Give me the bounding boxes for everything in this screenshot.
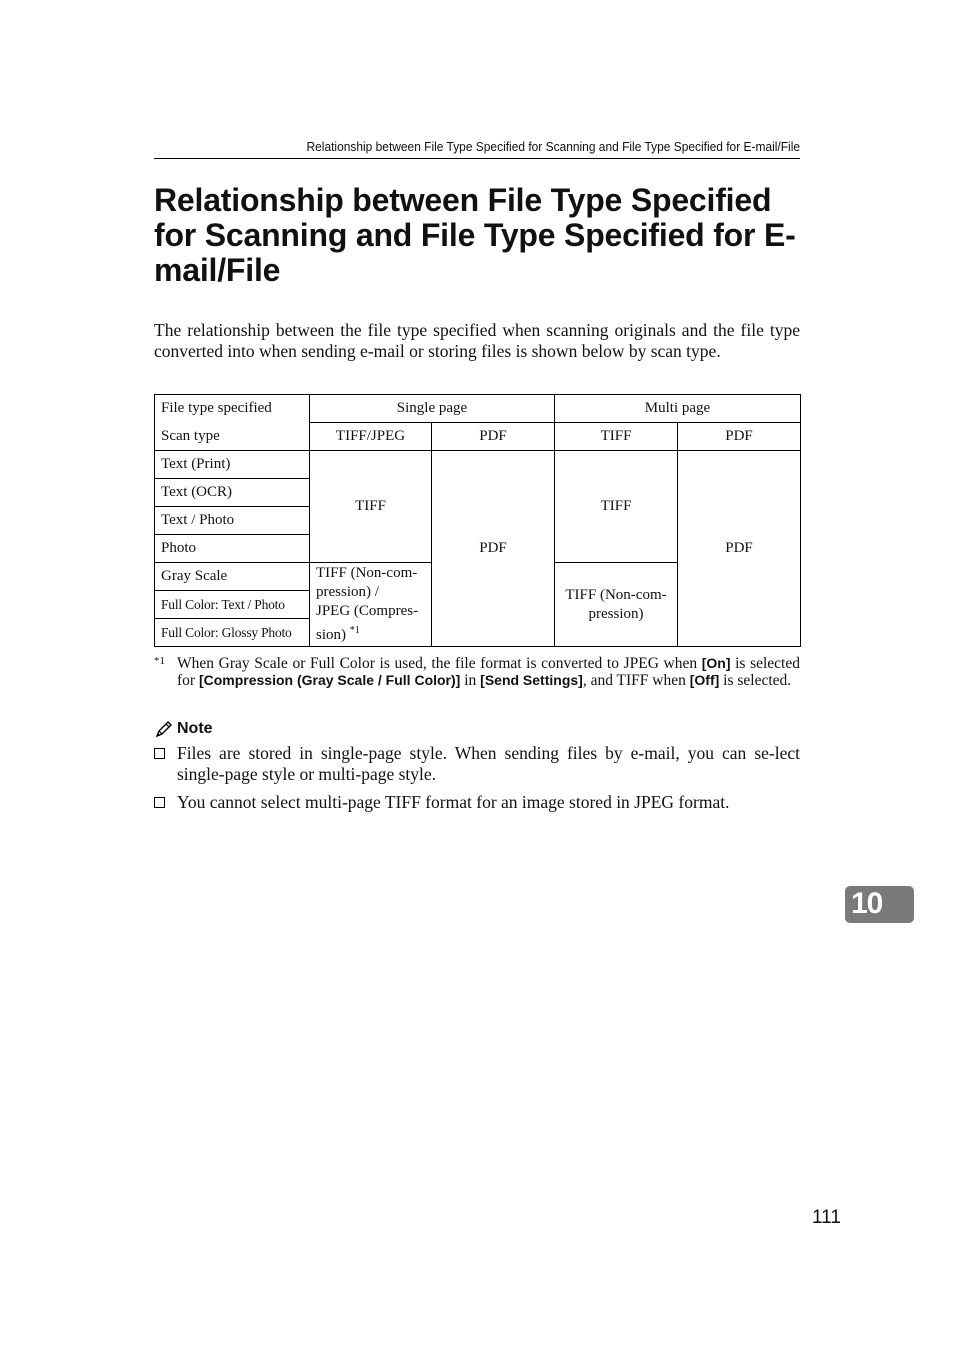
subheader-single-pdf: PDF (432, 423, 555, 451)
single-pdf-cell: PDF (432, 451, 555, 647)
footnote-mark: *1 (154, 655, 165, 667)
scan-type-cell: Full Color: Glossy Photo (155, 619, 310, 647)
footnote-reference: *1 (349, 625, 360, 636)
single-tiff-jpeg-text-cell: TIFF (310, 451, 432, 563)
note-item (154, 792, 800, 813)
note-heading (154, 719, 213, 739)
header-scan-type: Scan type (155, 423, 310, 451)
header-rule (154, 158, 800, 159)
gray-cell-line: pression) / (316, 584, 379, 600)
table-row (155, 395, 801, 423)
key-off: [Off] (689, 672, 720, 688)
scan-type-cell: Gray Scale (155, 563, 310, 591)
header-multi-page: Multi page (555, 395, 801, 423)
header-single-page: Single page (310, 395, 555, 423)
footnote-text: is selected. (719, 672, 792, 689)
footnote-text: , and TIFF when (582, 672, 690, 689)
table-row (155, 423, 801, 451)
subheader-multi-pdf: PDF (678, 423, 801, 451)
checkbox-icon (154, 797, 165, 808)
gray-cell-line: TIFF (Non-com- (565, 586, 667, 603)
note-item-text: You cannot select multi-page TIFF format for an image stored in JPEG format. (177, 792, 730, 812)
file-type-table (154, 394, 801, 647)
chapter-number: 10 (851, 887, 883, 920)
table-row (155, 451, 801, 479)
scan-type-cell: Full Color: Text / Photo (155, 591, 310, 619)
intro-paragraph: The relationship between the file type specified when scanning originals and the file type converted into when sending e-mail or storing files is shown below by scan type. (154, 320, 800, 361)
page-number: 111 (812, 1207, 841, 1228)
scan-type-cell: Text (Print) (155, 451, 310, 479)
gray-cell-line: sion) (316, 627, 346, 643)
checkbox-icon (154, 748, 165, 759)
running-header: Relationship between File Type Specified for Scanning and File Type Specified for E-mail/File (306, 139, 800, 154)
footnote-text: When Gray Scale or Full Color is used, the file format is converted to JPEG when (177, 655, 702, 672)
gray-cell-line: pression) (588, 605, 644, 622)
note-label: Note (177, 720, 213, 737)
chapter-tab (845, 886, 914, 923)
gray-cell-line: JPEG (Compres- (316, 603, 419, 619)
footnote-body (177, 655, 800, 689)
subheader-multi-tiff: TIFF (555, 423, 678, 451)
footnote-text: is selected for (177, 655, 800, 689)
title-line-2: for Scanning and File Type Specified for E- (154, 217, 796, 253)
scan-type-cell: Text / Photo (155, 507, 310, 535)
footnote (154, 655, 800, 689)
subheader-single-tiff-jpeg: TIFF/JPEG (310, 423, 432, 451)
scan-type-cell: Photo (155, 535, 310, 563)
title-line-3: mail/File (154, 252, 281, 288)
note-list (154, 743, 800, 820)
key-send-settings: [Send Settings] (480, 672, 583, 688)
pencil-icon (154, 719, 174, 739)
scan-type-cell: Text (OCR) (155, 479, 310, 507)
note-item (154, 743, 800, 785)
multi-tiff-gray-cell (555, 563, 678, 647)
footnote-text: in (460, 672, 481, 689)
key-compression: [Compression (Gray Scale / Full Color)] (198, 672, 461, 688)
title-line-1: Relationship between File Type Specified (154, 182, 772, 218)
header-file-type-specified: File type specified (155, 395, 310, 423)
single-tiff-jpeg-gray-cell (310, 563, 432, 647)
note-item-text: Files are stored in single-page style. When sending files by e-mail, you can se-lect single-page style or multi-page style. (177, 743, 800, 784)
key-on: [On] (701, 655, 731, 671)
multi-tiff-text-cell: TIFF (555, 451, 678, 563)
page-title (154, 183, 814, 288)
gray-cell-line: TIFF (Non-com- (316, 565, 418, 581)
multi-pdf-cell: PDF (678, 451, 801, 647)
